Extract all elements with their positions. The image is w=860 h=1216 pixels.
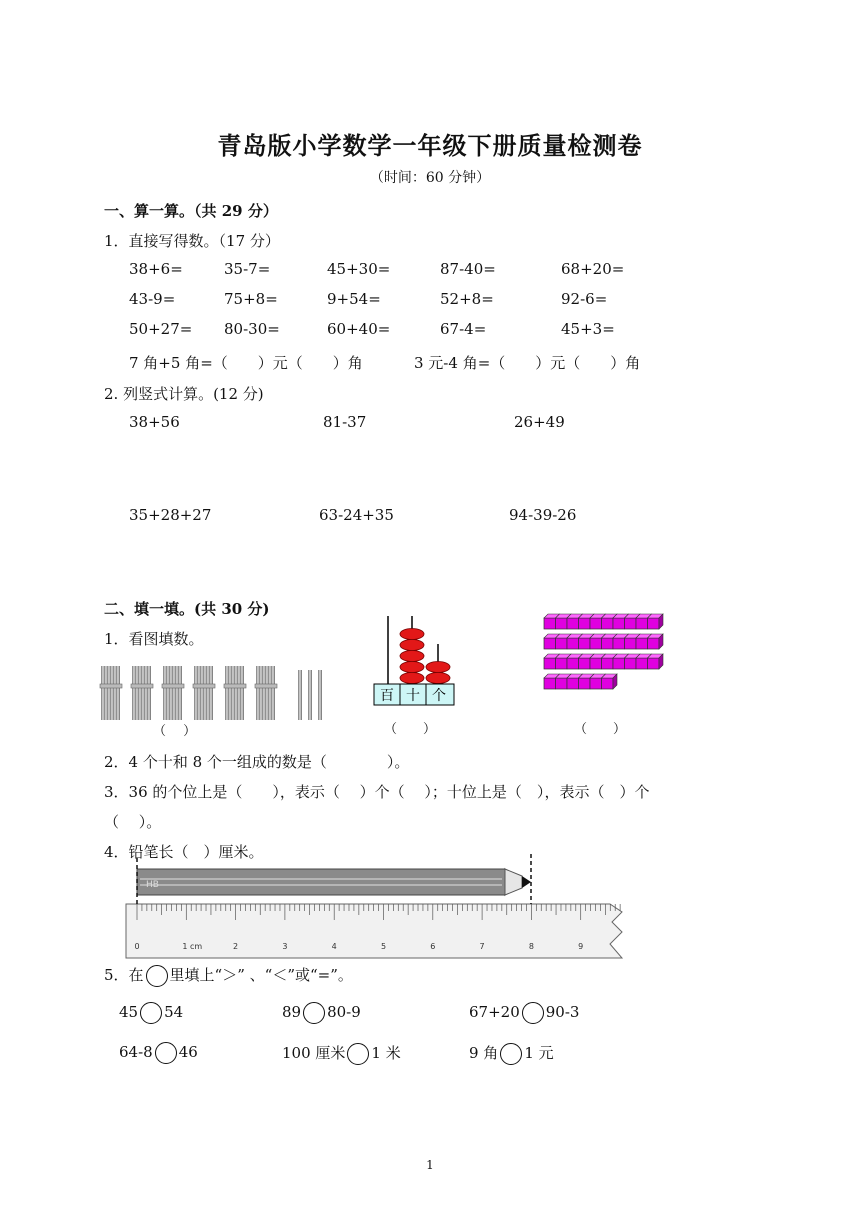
s2-q1-label: 1．看图填数。 — [104, 630, 204, 648]
abacus-label-ones: 个 — [432, 688, 446, 704]
q5-label-suffix: 里填上“＞” 、“＜”或“=”。 — [169, 966, 353, 984]
abacus-bead — [400, 662, 424, 673]
abacus-label-tens: 十 — [406, 688, 420, 704]
s2-q4-label: 4．铅笔长（ ）厘米。 — [104, 843, 264, 861]
vertical-problem: 81-37 — [323, 413, 367, 431]
ruler-label: 8 — [528, 942, 534, 951]
section2-heading: 二、填一填。(共 30 分) — [104, 600, 270, 618]
vertical-problem: 35+28+27 — [129, 506, 212, 524]
bundles-answer-blank: （ ） — [153, 724, 197, 739]
ruler-label: 0 — [134, 942, 140, 951]
vertical-problem: 26+49 — [514, 413, 565, 431]
problem: 45+3= — [561, 320, 615, 338]
cube-rod — [544, 674, 617, 689]
compare-answer-circle[interactable] — [347, 1043, 369, 1065]
abacus-figure — [372, 614, 458, 706]
problem: 43-9= — [129, 290, 176, 308]
s2-q3-line1: 3．36 的个位上是（ ），表示（ ）个（ ）；十位上是（ ），表示（ ）个 — [104, 783, 650, 801]
cube-rod — [544, 634, 663, 649]
compare-answer-circle[interactable] — [500, 1043, 522, 1065]
ruler-label: 2 — [233, 942, 239, 951]
compare-answer-circle[interactable] — [140, 1002, 162, 1024]
problem: 67-4= — [440, 320, 487, 338]
ruler-label: 9 — [578, 942, 584, 951]
cubes-answer-blank: （ ） — [574, 722, 627, 737]
cube-rod — [544, 614, 663, 629]
s1-q2-label: 2. 列竖式计算。(12 分) — [104, 385, 264, 403]
money-problem-b: 3 元-4 角=（ ）元（ ）角 — [414, 354, 641, 372]
s2-q5-label — [104, 964, 353, 987]
stick-bundles-figure — [98, 660, 338, 722]
compare-answer-circle[interactable] — [155, 1042, 177, 1064]
ruler-label: 4 — [331, 942, 337, 951]
vertical-problem: 94-39-26 — [509, 506, 577, 524]
ruler-label: 1 cm — [182, 942, 203, 951]
problem: 9+54= — [327, 290, 381, 308]
single-stick — [298, 670, 302, 720]
stick-bundle — [193, 666, 215, 720]
pencil-ruler-figure — [120, 852, 630, 962]
problem: 92-6= — [561, 290, 608, 308]
cube-rod — [544, 654, 663, 669]
single-stick — [308, 670, 312, 720]
stick-bundle — [131, 666, 153, 720]
problem: 87-40= — [440, 260, 496, 278]
compare-item: 89 80-9 — [282, 1002, 361, 1024]
abacus-bead — [426, 673, 450, 684]
problem: 50+27= — [129, 320, 193, 338]
compare-answer-circle[interactable] — [522, 1002, 544, 1024]
abacus-bead — [400, 651, 424, 662]
s1-q1-label: 1．直接写得数。（17 分） — [104, 232, 280, 250]
abacus-answer-blank: （ ） — [384, 722, 437, 737]
ruler-label: 3 — [282, 942, 288, 951]
q5-label-prefix: 5．在 — [104, 966, 144, 984]
page-number: 1 — [426, 1158, 434, 1172]
stick-bundle — [100, 666, 122, 720]
pencil-hb-mark: HB — [146, 880, 159, 890]
page-subtitle: （时间：60 分钟） — [369, 170, 491, 186]
stick-bundle — [162, 666, 184, 720]
compare-item: 67+20 90-3 — [469, 1002, 579, 1024]
stick-bundle — [255, 666, 277, 720]
compare-circle-icon — [146, 965, 168, 987]
stick-bundle — [224, 666, 246, 720]
s2-q2: 2．4 个十和 8 个一组成的数是（ ）。 — [104, 753, 410, 771]
section1-heading: 一、算一算。（共 29 分） — [104, 202, 278, 220]
ruler-label: 6 — [430, 942, 436, 951]
single-stick — [318, 670, 322, 720]
abacus-bead — [400, 673, 424, 684]
vertical-problem: 38+56 — [129, 413, 180, 431]
compare-answer-circle[interactable] — [303, 1002, 325, 1024]
abacus-bead — [400, 640, 424, 651]
cubes-figure — [540, 612, 670, 704]
money-problem-a: 7 角+5 角=（ ）元（ ）角 — [129, 354, 363, 372]
abacus-bead — [400, 629, 424, 640]
compare-item: 64-8 46 — [119, 1042, 198, 1064]
abacus-label-hundreds: 百 — [380, 688, 394, 704]
problem: 35-7= — [224, 260, 271, 278]
abacus-bead — [426, 662, 450, 673]
ruler-label: 7 — [479, 942, 485, 951]
problem: 60+40= — [327, 320, 391, 338]
compare-item: 45 54 — [119, 1002, 183, 1024]
page-title: 青岛版小学数学一年级下册质量检测卷 — [217, 131, 643, 160]
problem: 52+8= — [440, 290, 494, 308]
problem: 68+20= — [561, 260, 625, 278]
problem: 75+8= — [224, 290, 278, 308]
compare-item: 9 角 1 元 — [469, 1042, 554, 1065]
problem: 38+6= — [129, 260, 183, 278]
s2-q3-line2: （ ）。 — [104, 813, 162, 831]
ruler-label: 5 — [380, 942, 387, 951]
compare-item: 100 厘米 1 米 — [282, 1042, 401, 1065]
problem: 80-30= — [224, 320, 280, 338]
vertical-problem: 63-24+35 — [319, 506, 394, 524]
problem: 45+30= — [327, 260, 391, 278]
